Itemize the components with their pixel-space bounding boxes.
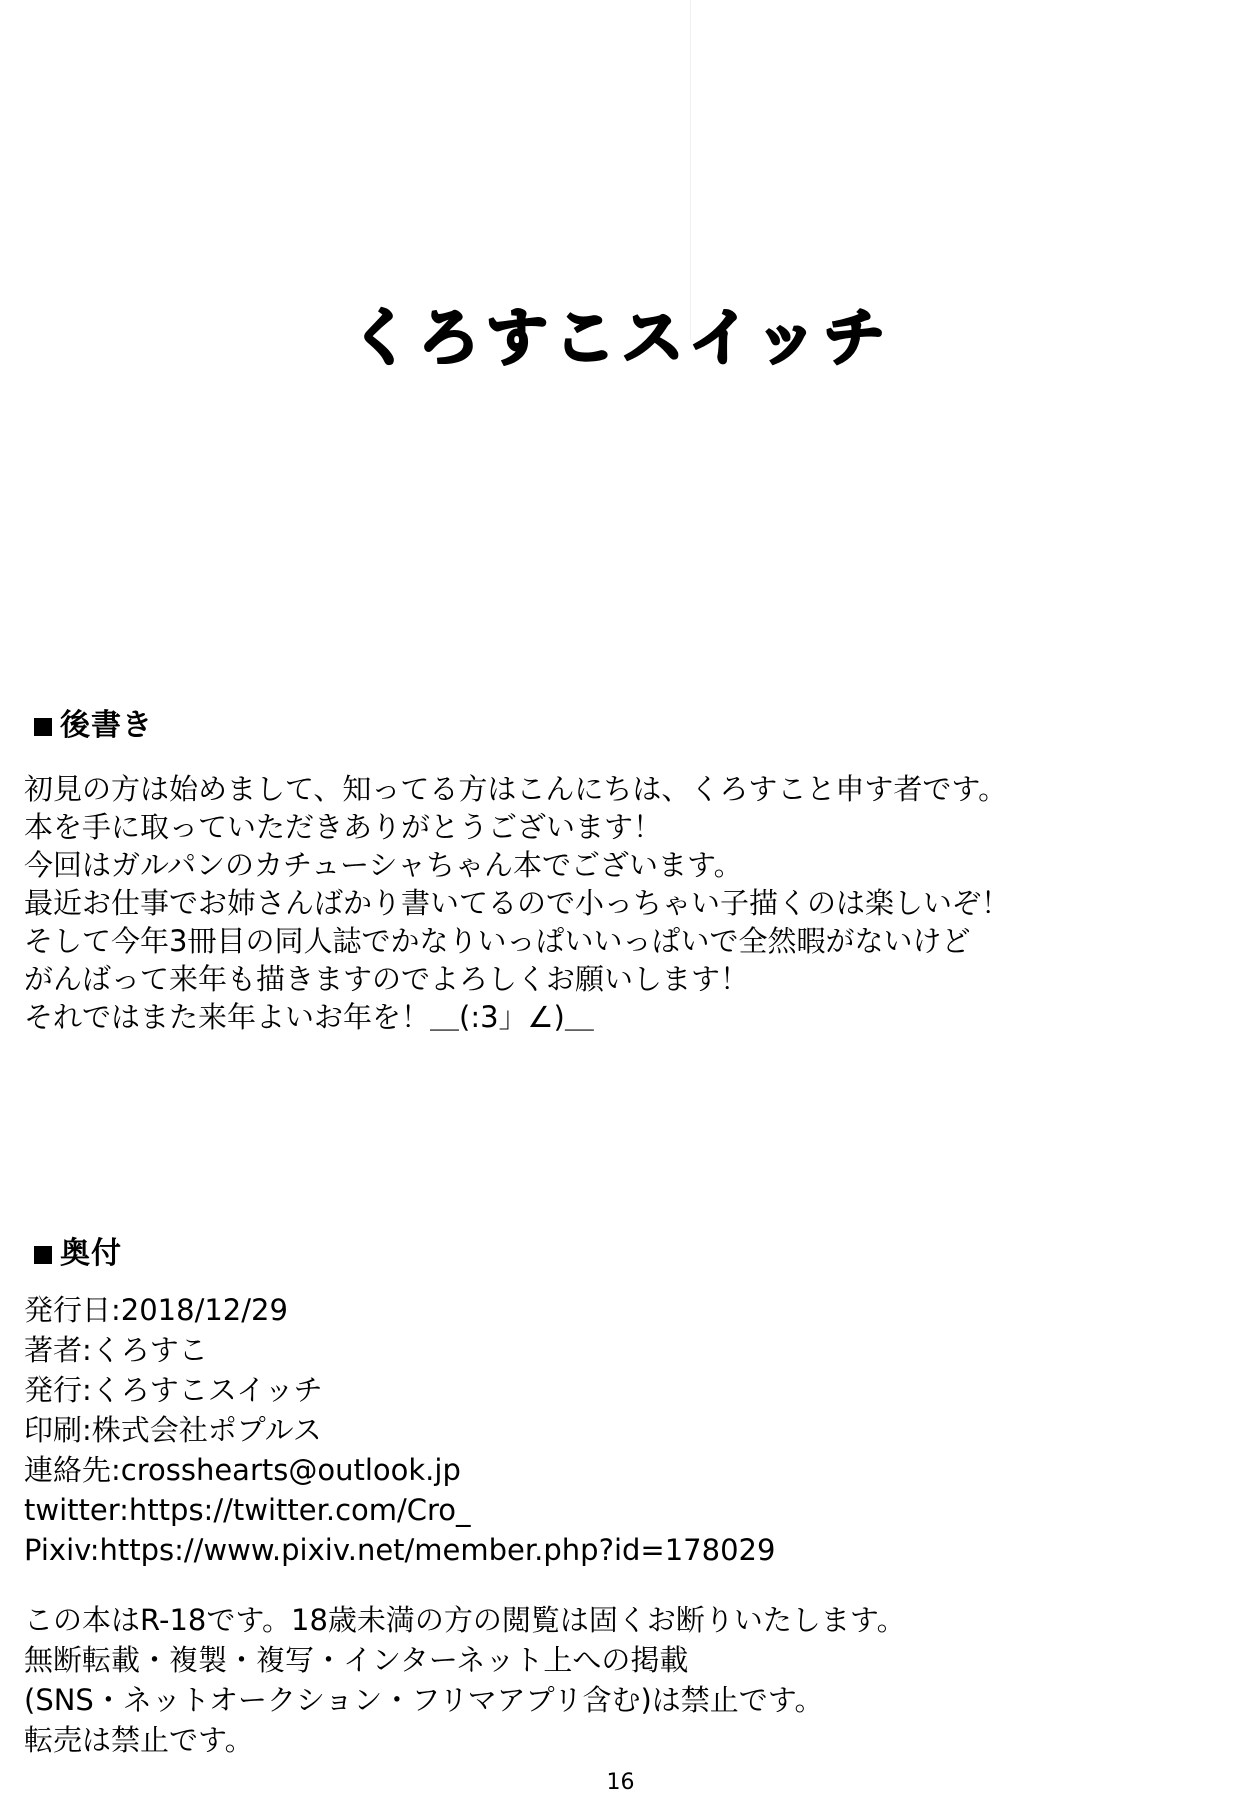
colophon-line-author: 著者:くろすこ — [24, 1333, 208, 1367]
legal-notice — [24, 1600, 906, 1760]
colophon-line-printer: 印刷:株式会社ポプルス — [24, 1413, 322, 1447]
afterword-heading-label: 後書き — [60, 708, 153, 743]
afterword-line: 本を手に取っていただきありがとうございます！ — [24, 810, 663, 844]
colophon-body — [24, 1290, 775, 1570]
page-title: くろすこスイッチ — [349, 301, 892, 374]
page-number: 16 — [606, 1770, 635, 1795]
afterword-line: それではまた来年よいお年を！＿(:3」∠)＿ — [24, 1000, 594, 1034]
colophon-line-twitter: twitter:https://twitter.com/Cro_ — [24, 1493, 471, 1527]
notice-line-age-rating: この本はR-18です。18歳未満の方の閲覧は固くお断りいたします。 — [24, 1603, 906, 1637]
notice-line-reproduction: 無断転載・複製・複写・インターネット上への掲載 — [24, 1643, 689, 1677]
colophon-line-contact-email: 連絡先:crosshearts@outlook.jp — [24, 1453, 461, 1487]
afterword-line: 初見の方は始めまして、知ってる方はこんにちは、くろすこと申す者です。 — [24, 772, 1008, 806]
afterword-line: 今回はガルパンのカチューシャちゃん本でございます。 — [24, 848, 743, 882]
colophon-line-pixiv: Pixiv:https://www.pixiv.net/member.php?id=178029 — [24, 1533, 776, 1567]
afterword-line: 最近お仕事でお姉さんばかり書いてるので小っちゃい子描くのは楽しいぞ！ — [24, 886, 1011, 920]
afterword-line: がんばって来年も描きますのでよろしくお願いします！ — [24, 962, 750, 996]
bullet-square-icon — [34, 1246, 52, 1264]
bullet-square-icon — [34, 718, 52, 736]
colophon-line-publish-date: 発行日:2018/12/29 — [24, 1293, 288, 1327]
notice-line-resale: 転売は禁止です。 — [24, 1723, 254, 1757]
colophon-line-circle: 発行:くろすこスイッチ — [24, 1373, 323, 1407]
afterword-body — [24, 770, 1010, 1036]
notice-line-sns: (SNS・ネットオークション・フリマアプリ含む)は禁止です。 — [24, 1683, 824, 1717]
afterword-heading — [34, 700, 153, 744]
afterword-line: そして今年3冊目の同人誌でかなりいっぱいいっぱいで全然暇がないけど — [24, 924, 971, 958]
colophon-heading — [34, 1228, 122, 1272]
colophon-heading-label: 奥付 — [60, 1236, 122, 1271]
